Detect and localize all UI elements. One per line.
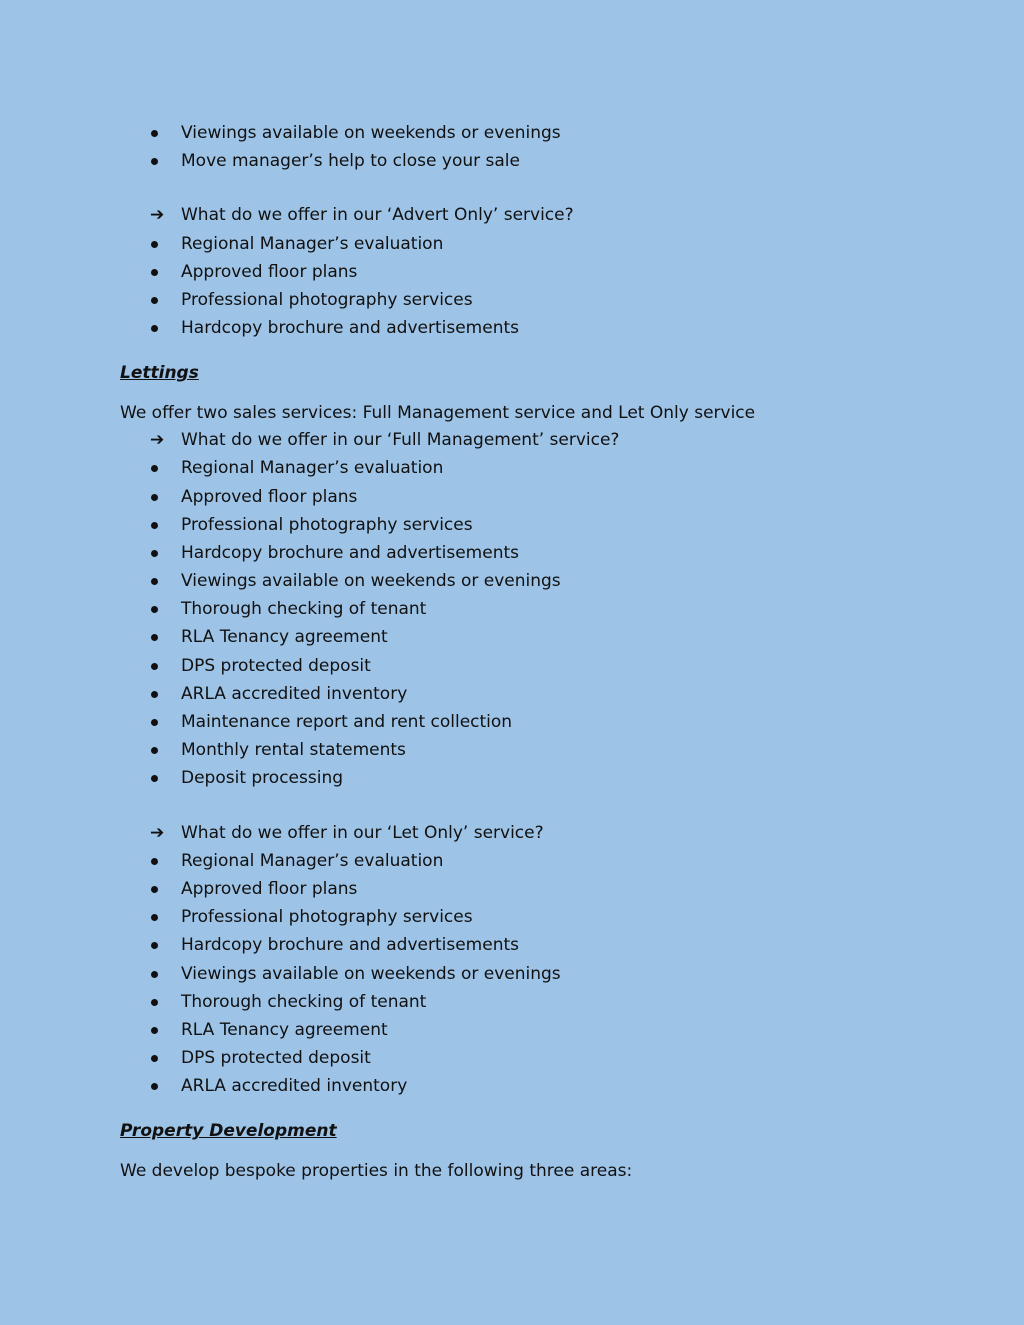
- list-item: DPS protected deposit: [120, 652, 980, 680]
- list-item: Professional photography services: [120, 903, 980, 931]
- list-item: Thorough checking of tenant: [120, 595, 980, 623]
- bullet-icon: [151, 1027, 158, 1034]
- bullet-icon: [151, 325, 158, 332]
- bullet-icon: [151, 691, 158, 698]
- list-item: Maintenance report and rent collection: [120, 708, 980, 736]
- spacer: [120, 793, 980, 819]
- list-item: Professional photography services: [120, 511, 980, 539]
- list-item: Move manager’s help to close your sale: [120, 147, 980, 175]
- full-management-question: ➔ What do we offer in our ‘Full Management’ service?: [120, 427, 980, 454]
- bullet-icon: [151, 297, 158, 304]
- bullet-icon: [151, 465, 158, 472]
- bullet-icon: [151, 550, 158, 557]
- arrow-right-icon: ➔: [150, 822, 165, 843]
- bullet-icon: [151, 158, 158, 165]
- list-item: Viewings available on weekends or evenings: [120, 567, 980, 595]
- bullet-icon: [151, 578, 158, 585]
- list-item: DPS protected deposit: [120, 1044, 980, 1072]
- bullet-icon: [151, 241, 158, 248]
- list-item: Thorough checking of tenant: [120, 988, 980, 1016]
- property-development-heading: Property Development: [120, 1121, 337, 1142]
- list-item: Monthly rental statements: [120, 736, 980, 764]
- list-item: Regional Manager’s evaluation: [120, 454, 980, 482]
- list-item: RLA Tenancy agreement: [120, 623, 980, 651]
- lettings-intro: We offer two sales services: Full Management service and Let Only service: [120, 403, 756, 424]
- bullet-icon: [151, 522, 158, 529]
- list-item: Hardcopy brochure and advertisements: [120, 539, 980, 567]
- bullet-icon: [151, 914, 158, 921]
- list-item: Regional Manager’s evaluation: [120, 847, 980, 875]
- bullet-icon: [151, 494, 158, 501]
- list-item: Approved floor plans: [120, 483, 980, 511]
- list-item: Approved floor plans: [120, 875, 980, 903]
- list-item: Hardcopy brochure and advertisements: [120, 931, 980, 959]
- advert-only-list: [120, 201, 980, 342]
- list-item: Hardcopy brochure and advertisements: [120, 314, 980, 342]
- bullet-icon: [151, 747, 158, 754]
- sales-services-list: [120, 119, 980, 175]
- bullet-icon: [151, 971, 158, 978]
- full-management-list: [120, 427, 980, 792]
- arrow-right-icon: ➔: [150, 205, 165, 226]
- bullet-icon: [151, 1083, 158, 1090]
- advert-only-question: ➔ What do we offer in our ‘Advert Only’ service?: [120, 201, 980, 229]
- property-development-intro: We develop bespoke properties in the following three areas:: [120, 1161, 633, 1182]
- bullet-icon: [151, 719, 158, 726]
- bullet-icon: [151, 775, 158, 782]
- bullet-icon: [151, 663, 158, 670]
- bullet-icon: [151, 606, 158, 613]
- arrow-right-icon: ➔: [150, 430, 165, 451]
- bullet-icon: [151, 886, 158, 893]
- list-item: Viewings available on weekends or evenings: [120, 960, 980, 988]
- bullet-icon: [151, 858, 158, 865]
- bullet-icon: [151, 269, 158, 276]
- let-only-list: [120, 819, 980, 1101]
- lettings-heading: Lettings: [120, 363, 199, 384]
- spacer: [120, 175, 980, 201]
- bullet-icon: [151, 634, 158, 641]
- bullet-icon: [151, 999, 158, 1006]
- list-item: ARLA accredited inventory: [120, 1072, 980, 1100]
- list-item: ARLA accredited inventory: [120, 680, 980, 708]
- let-only-question: ➔ What do we offer in our ‘Let Only’ service?: [120, 819, 980, 847]
- list-item: RLA Tenancy agreement: [120, 1016, 980, 1044]
- list-item: Regional Manager’s evaluation: [120, 230, 980, 258]
- bullet-icon: [151, 130, 158, 137]
- list-item: Professional photography services: [120, 286, 980, 314]
- document-page: [120, 119, 980, 1185]
- bullet-icon: [151, 942, 158, 949]
- list-item: Viewings available on weekends or evenings: [120, 119, 980, 147]
- list-item: Deposit processing: [120, 764, 980, 792]
- bullet-icon: [151, 1055, 158, 1062]
- list-item: Approved floor plans: [120, 258, 980, 286]
